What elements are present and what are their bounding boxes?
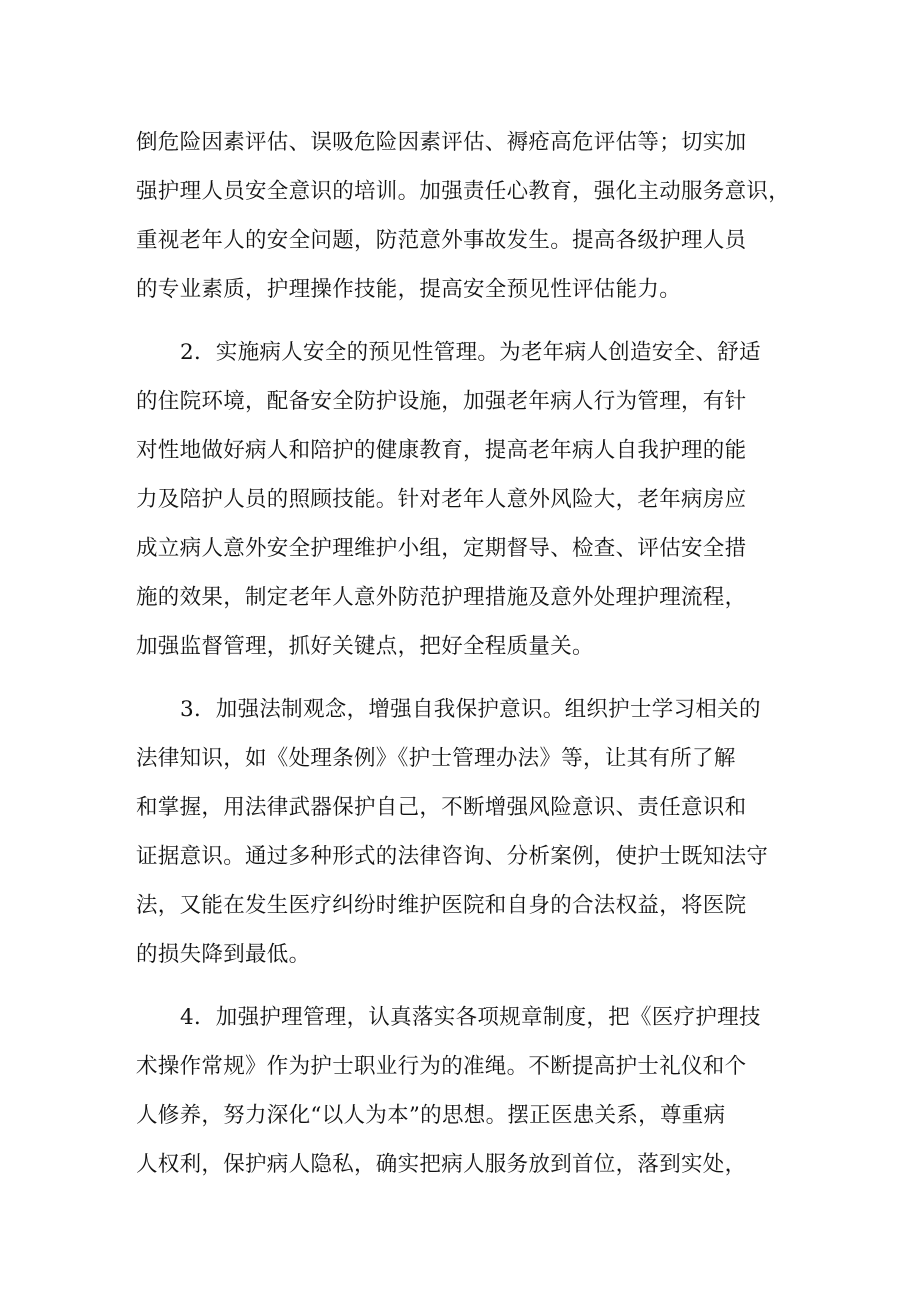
- text-line: 加强监督管理，抓好关键点，把好全程质量关。: [136, 634, 594, 659]
- text-line: 的专业素质，护理操作技能，提高安全预见性评估能力。: [136, 277, 682, 302]
- text-line: 强护理人员安全意识的培训。加强责任心教育，强化主动服务意识，: [136, 179, 791, 204]
- text-line: 和掌握，用法律武器保护自己，不断增强风险意识、责任意识和: [136, 795, 747, 820]
- text-line: 4．加强护理管理，认真落实各项规章制度，把《医疗护理技: [180, 1005, 761, 1030]
- text-line: 法律知识，如《处理条例》《护士管理办法》等，让其有所了解: [136, 746, 736, 771]
- text-line: 人权利，保护病人隐私，确实把病人服务放到首位，落到实处，: [136, 1152, 747, 1177]
- text-line: 对性地做好病人和陪护的健康教育，提高老年病人自我护理的能: [136, 438, 747, 463]
- text-line: 成立病人意外安全护理维护小组，定期督导、检查、评估安全措: [136, 536, 747, 561]
- text-line: 2．实施病人安全的预见性管理。为老年病人创造安全、舒适: [180, 340, 761, 365]
- paragraph-3: [136, 685, 806, 979]
- text-line: 的住院环境，配备安全防护设施，加强老年病人行为管理，有针: [136, 389, 747, 414]
- paragraph-2: [136, 328, 806, 671]
- text-line: 倒危险因素评估、误吸危险因素评估、褥疮高危评估等；切实加: [136, 130, 747, 155]
- text-line: 重视老年人的安全问题，防范意外事故发生。提高各级护理人员: [136, 228, 747, 253]
- paragraph-1: [136, 118, 806, 314]
- text-line: 施的效果，制定老年人意外防范护理措施及意外处理护理流程，: [136, 585, 747, 610]
- body-text: [136, 118, 806, 1189]
- paragraph-4: [136, 993, 806, 1189]
- text-line: 3．加强法制观念，增强自我保护意识。组织护士学习相关的: [180, 697, 761, 722]
- text-line: 力及陪护人员的照顾技能。针对老年人意外风险大，老年病房应: [136, 487, 747, 512]
- text-line: 法，又能在发生医疗纠纷时维护医院和自身的合法权益，将医院: [136, 893, 747, 918]
- text-line: 术操作常规》作为护士职业行为的准绳。不断提高护士礼仪和个: [136, 1054, 747, 1079]
- text-line: 的损失降到最低。: [136, 942, 311, 967]
- text-line: 人修养，努力深化“以人为本”的思想。摆正医患关系，尊重病: [136, 1103, 726, 1128]
- text-line: 证据意识。通过多种形式的法律咨询、分析案例，使护士既知法守: [136, 844, 769, 869]
